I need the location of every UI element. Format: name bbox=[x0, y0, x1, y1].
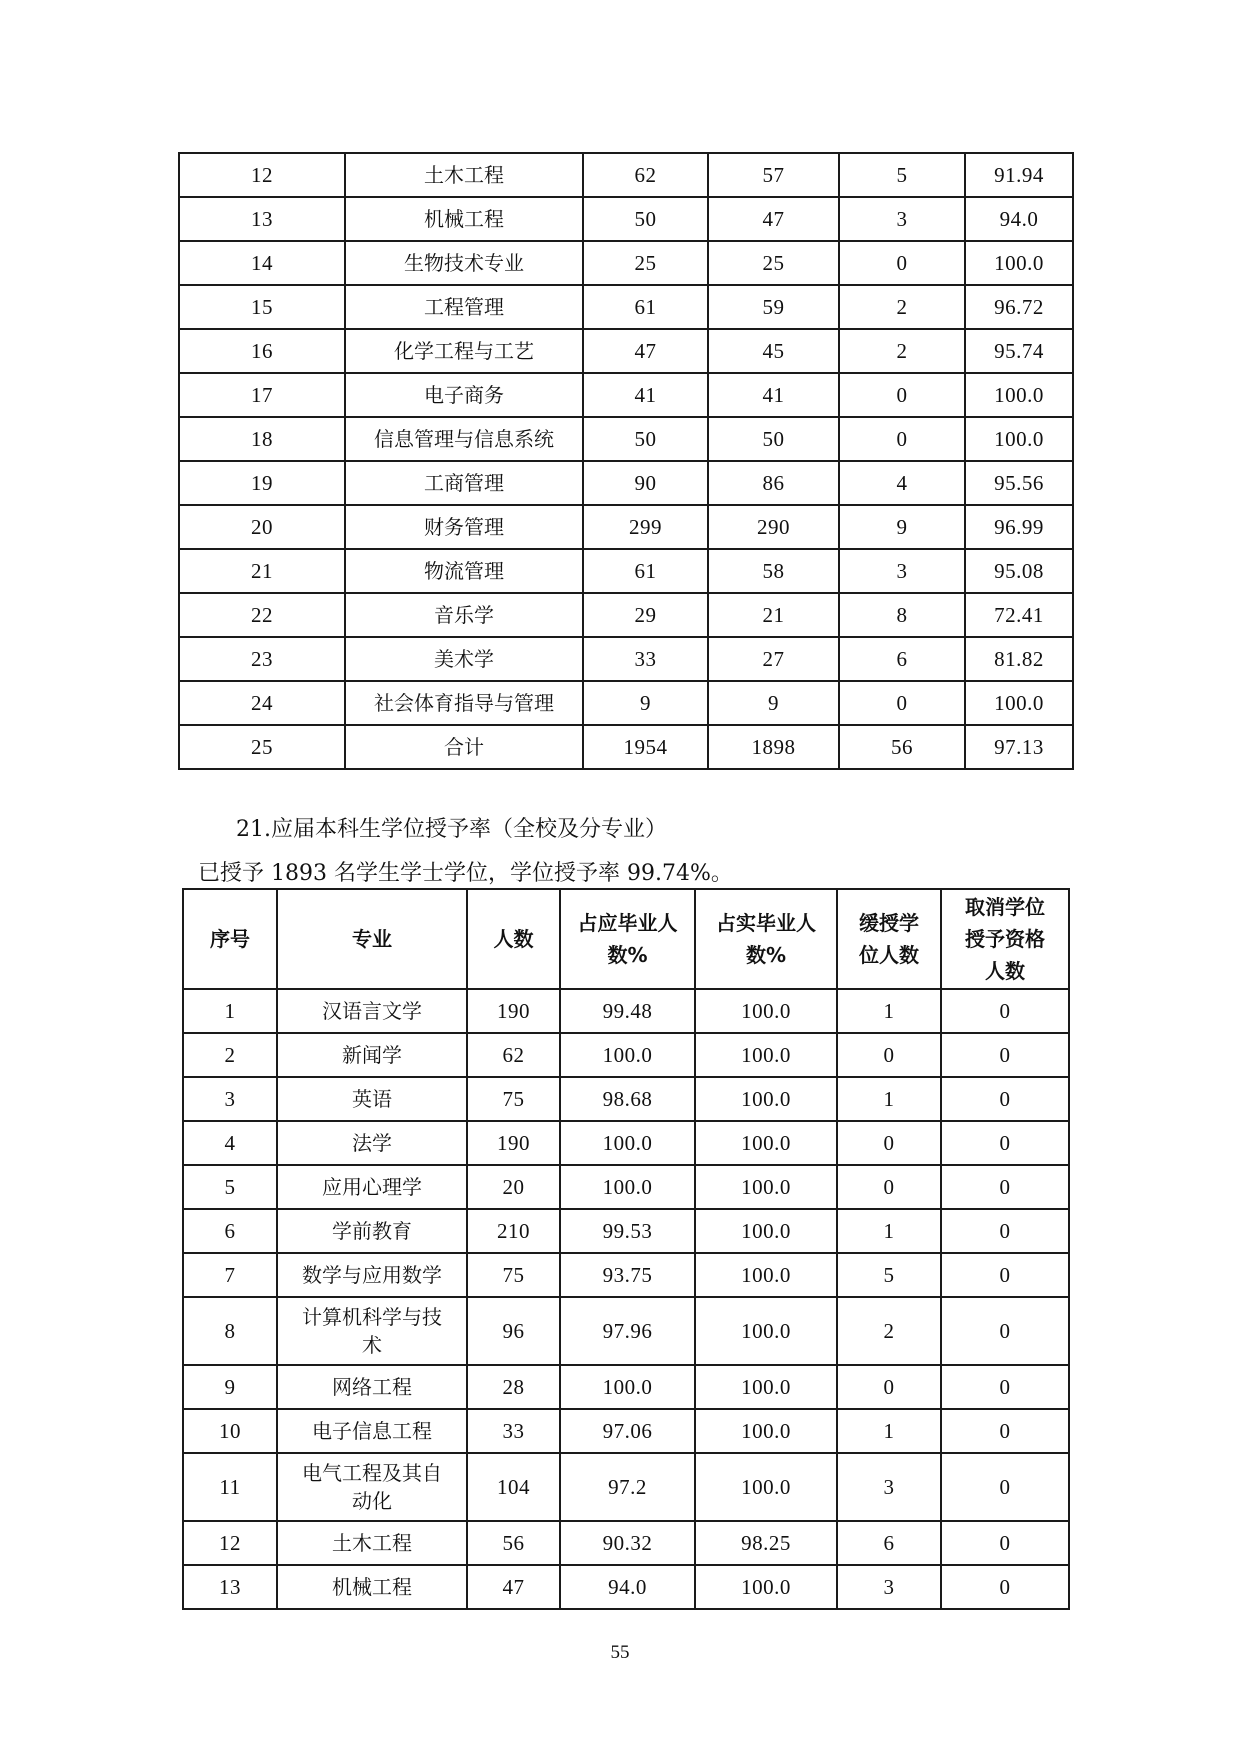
table-row bbox=[179, 417, 1073, 461]
cell-value-c: 8 bbox=[839, 593, 965, 637]
cell-value-c: 0 bbox=[839, 373, 965, 417]
cell-index: 11 bbox=[183, 1453, 277, 1521]
cell-revoked: 0 bbox=[941, 1209, 1069, 1253]
cell-major-line: 电气工程及其自 bbox=[302, 1461, 442, 1485]
table-header-row bbox=[183, 889, 1069, 989]
cell-major bbox=[277, 1297, 467, 1365]
cell-major: 网络工程 bbox=[277, 1365, 467, 1409]
cell-rate: 72.41 bbox=[965, 593, 1073, 637]
cell-pct-actual: 100.0 bbox=[695, 1209, 837, 1253]
cell-index: 15 bbox=[179, 285, 345, 329]
cell-deferred: 0 bbox=[837, 1121, 941, 1165]
cell-pct-expected: 97.06 bbox=[560, 1409, 695, 1453]
cell-major: 电子商务 bbox=[345, 373, 583, 417]
header-line: 位人数 bbox=[859, 943, 919, 967]
table-row bbox=[183, 1565, 1069, 1609]
cell-major-line: 术 bbox=[362, 1333, 382, 1357]
cell-value-a: 47 bbox=[583, 329, 708, 373]
cell-count: 210 bbox=[467, 1209, 560, 1253]
cell-value-c: 6 bbox=[839, 637, 965, 681]
header-line: 缓授学 bbox=[859, 911, 919, 935]
cell-pct-expected: 97.96 bbox=[560, 1297, 695, 1365]
cell-value-b: 1898 bbox=[708, 725, 839, 769]
cell-revoked: 0 bbox=[941, 1521, 1069, 1565]
cell-major: 法学 bbox=[277, 1121, 467, 1165]
cell-rate: 94.0 bbox=[965, 197, 1073, 241]
cell-value-a: 90 bbox=[583, 461, 708, 505]
cell-value-b: 58 bbox=[708, 549, 839, 593]
cell-major-line: 计算机科学与技 bbox=[302, 1305, 442, 1329]
cell-count: 75 bbox=[467, 1077, 560, 1121]
cell-count: 190 bbox=[467, 1121, 560, 1165]
cell-value-b: 86 bbox=[708, 461, 839, 505]
cell-deferred: 1 bbox=[837, 1209, 941, 1253]
cell-value-c: 4 bbox=[839, 461, 965, 505]
table-row bbox=[179, 505, 1073, 549]
cell-count: 104 bbox=[467, 1453, 560, 1521]
cell-index: 2 bbox=[183, 1033, 277, 1077]
cell-major: 物流管理 bbox=[345, 549, 583, 593]
table-row bbox=[179, 241, 1073, 285]
section-summary: 已授予 1893 名学生学士学位，学位授予率 99.74%。 bbox=[198, 861, 733, 886]
cell-pct-actual: 100.0 bbox=[695, 1165, 837, 1209]
table-row bbox=[183, 1453, 1069, 1521]
cell-major: 学前教育 bbox=[277, 1209, 467, 1253]
cell-index: 25 bbox=[179, 725, 345, 769]
cell-deferred: 5 bbox=[837, 1253, 941, 1297]
cell-value-c: 5 bbox=[839, 153, 965, 197]
cell-value-a: 25 bbox=[583, 241, 708, 285]
cell-count: 47 bbox=[467, 1565, 560, 1609]
cell-major: 工程管理 bbox=[345, 285, 583, 329]
table-row bbox=[183, 1077, 1069, 1121]
cell-index: 10 bbox=[183, 1409, 277, 1453]
cell-value-a: 61 bbox=[583, 285, 708, 329]
cell-revoked: 0 bbox=[941, 1453, 1069, 1521]
cell-revoked: 0 bbox=[941, 1565, 1069, 1609]
cell-revoked: 0 bbox=[941, 1033, 1069, 1077]
cell-revoked: 0 bbox=[941, 1297, 1069, 1365]
header-pct-actual bbox=[695, 889, 837, 989]
cell-revoked: 0 bbox=[941, 1409, 1069, 1453]
cell-value-a: 9 bbox=[583, 681, 708, 725]
cell-value-c: 0 bbox=[839, 241, 965, 285]
header-line: 人数 bbox=[985, 959, 1025, 983]
cell-rate: 95.08 bbox=[965, 549, 1073, 593]
cell-rate: 96.72 bbox=[965, 285, 1073, 329]
header-revoked bbox=[941, 889, 1069, 989]
cell-pct-expected: 99.53 bbox=[560, 1209, 695, 1253]
cell-pct-actual: 100.0 bbox=[695, 1365, 837, 1409]
cell-index: 20 bbox=[179, 505, 345, 549]
cell-revoked: 0 bbox=[941, 1253, 1069, 1297]
cell-pct-expected: 100.0 bbox=[560, 1033, 695, 1077]
cell-index: 13 bbox=[183, 1565, 277, 1609]
cell-count: 56 bbox=[467, 1521, 560, 1565]
table-row bbox=[179, 329, 1073, 373]
table-row bbox=[183, 1121, 1069, 1165]
cell-index: 7 bbox=[183, 1253, 277, 1297]
degree-award-rate-table bbox=[182, 888, 1070, 1610]
cell-index: 16 bbox=[179, 329, 345, 373]
table-row bbox=[179, 681, 1073, 725]
cell-major: 化学工程与工艺 bbox=[345, 329, 583, 373]
cell-major: 机械工程 bbox=[277, 1565, 467, 1609]
cell-count: 33 bbox=[467, 1409, 560, 1453]
cell-value-a: 62 bbox=[583, 153, 708, 197]
header-line: 占应毕业人 bbox=[577, 911, 678, 935]
cell-count: 28 bbox=[467, 1365, 560, 1409]
cell-index: 12 bbox=[179, 153, 345, 197]
cell-pct-actual: 100.0 bbox=[695, 1077, 837, 1121]
cell-value-b: 47 bbox=[708, 197, 839, 241]
cell-value-a: 299 bbox=[583, 505, 708, 549]
cell-pct-expected: 100.0 bbox=[560, 1121, 695, 1165]
cell-value-c: 0 bbox=[839, 417, 965, 461]
cell-revoked: 0 bbox=[941, 1165, 1069, 1209]
table-row bbox=[179, 637, 1073, 681]
table-row bbox=[183, 1165, 1069, 1209]
table-row bbox=[183, 1253, 1069, 1297]
cell-count: 75 bbox=[467, 1253, 560, 1297]
cell-value-c: 2 bbox=[839, 329, 965, 373]
table-row bbox=[183, 989, 1069, 1033]
cell-pct-actual: 100.0 bbox=[695, 989, 837, 1033]
cell-value-a: 50 bbox=[583, 197, 708, 241]
cell-value-b: 41 bbox=[708, 373, 839, 417]
table-row bbox=[179, 593, 1073, 637]
cell-pct-actual: 100.0 bbox=[695, 1297, 837, 1365]
cell-index: 14 bbox=[179, 241, 345, 285]
cell-pct-actual: 98.25 bbox=[695, 1521, 837, 1565]
cell-value-c: 2 bbox=[839, 285, 965, 329]
cell-index: 9 bbox=[183, 1365, 277, 1409]
cell-value-b: 290 bbox=[708, 505, 839, 549]
table-row bbox=[179, 461, 1073, 505]
cell-revoked: 0 bbox=[941, 1121, 1069, 1165]
cell-pct-expected: 93.75 bbox=[560, 1253, 695, 1297]
cell-pct-expected: 90.32 bbox=[560, 1521, 695, 1565]
cell-value-b: 9 bbox=[708, 681, 839, 725]
cell-major: 信息管理与信息系统 bbox=[345, 417, 583, 461]
cell-revoked: 0 bbox=[941, 989, 1069, 1033]
cell-index: 6 bbox=[183, 1209, 277, 1253]
page-number: 55 bbox=[610, 1642, 630, 1663]
table-row bbox=[179, 285, 1073, 329]
cell-major: 土木工程 bbox=[277, 1521, 467, 1565]
table-row bbox=[183, 1033, 1069, 1077]
header-index: 序号 bbox=[183, 889, 277, 989]
cell-index: 22 bbox=[179, 593, 345, 637]
cell-value-b: 59 bbox=[708, 285, 839, 329]
cell-rate: 81.82 bbox=[965, 637, 1073, 681]
cell-index: 23 bbox=[179, 637, 345, 681]
cell-deferred: 0 bbox=[837, 1165, 941, 1209]
cell-index: 21 bbox=[179, 549, 345, 593]
cell-pct-expected: 97.2 bbox=[560, 1453, 695, 1521]
cell-rate: 97.13 bbox=[965, 725, 1073, 769]
cell-major-line: 动化 bbox=[352, 1489, 392, 1513]
cell-major: 美术学 bbox=[345, 637, 583, 681]
cell-deferred: 1 bbox=[837, 1077, 941, 1121]
cell-value-a: 33 bbox=[583, 637, 708, 681]
cell-value-a: 41 bbox=[583, 373, 708, 417]
cell-index: 1 bbox=[183, 989, 277, 1033]
cell-rate: 100.0 bbox=[965, 373, 1073, 417]
table-row bbox=[179, 725, 1073, 769]
table-row bbox=[179, 153, 1073, 197]
cell-pct-expected: 99.48 bbox=[560, 989, 695, 1033]
header-major: 专业 bbox=[277, 889, 467, 989]
section-heading: 21.应届本科生学位授予率（全校及分专业） bbox=[236, 817, 667, 842]
cell-index: 4 bbox=[183, 1121, 277, 1165]
cell-count: 20 bbox=[467, 1165, 560, 1209]
header-line: 占实毕业人 bbox=[716, 911, 816, 935]
cell-major: 财务管理 bbox=[345, 505, 583, 549]
table-row bbox=[183, 1409, 1069, 1453]
cell-rate: 96.99 bbox=[965, 505, 1073, 549]
degree-stats-table-continued bbox=[178, 152, 1074, 770]
cell-rate: 100.0 bbox=[965, 681, 1073, 725]
cell-pct-expected: 100.0 bbox=[560, 1165, 695, 1209]
cell-rate: 91.94 bbox=[965, 153, 1073, 197]
cell-value-b: 27 bbox=[708, 637, 839, 681]
cell-value-a: 1954 bbox=[583, 725, 708, 769]
cell-value-b: 25 bbox=[708, 241, 839, 285]
cell-major: 工商管理 bbox=[345, 461, 583, 505]
cell-index: 3 bbox=[183, 1077, 277, 1121]
header-count: 人数 bbox=[467, 889, 560, 989]
cell-major: 数学与应用数学 bbox=[277, 1253, 467, 1297]
cell-pct-actual: 100.0 bbox=[695, 1253, 837, 1297]
cell-pct-actual: 100.0 bbox=[695, 1121, 837, 1165]
cell-pct-expected: 100.0 bbox=[560, 1365, 695, 1409]
cell-value-c: 3 bbox=[839, 549, 965, 593]
cell-rate: 100.0 bbox=[965, 241, 1073, 285]
cell-index: 19 bbox=[179, 461, 345, 505]
header-line: 数% bbox=[745, 943, 787, 967]
cell-value-b: 50 bbox=[708, 417, 839, 461]
cell-index: 24 bbox=[179, 681, 345, 725]
cell-value-a: 29 bbox=[583, 593, 708, 637]
cell-count: 190 bbox=[467, 989, 560, 1033]
cell-rate: 95.74 bbox=[965, 329, 1073, 373]
table-row bbox=[179, 373, 1073, 417]
cell-count: 96 bbox=[467, 1297, 560, 1365]
cell-value-c: 3 bbox=[839, 197, 965, 241]
cell-value-b: 45 bbox=[708, 329, 839, 373]
cell-major: 英语 bbox=[277, 1077, 467, 1121]
cell-count: 62 bbox=[467, 1033, 560, 1077]
cell-major: 合计 bbox=[345, 725, 583, 769]
cell-deferred: 6 bbox=[837, 1521, 941, 1565]
cell-major: 应用心理学 bbox=[277, 1165, 467, 1209]
table-row bbox=[179, 197, 1073, 241]
cell-index: 8 bbox=[183, 1297, 277, 1365]
cell-major: 机械工程 bbox=[345, 197, 583, 241]
cell-major bbox=[277, 1453, 467, 1521]
cell-deferred: 1 bbox=[837, 1409, 941, 1453]
cell-value-a: 61 bbox=[583, 549, 708, 593]
cell-index: 12 bbox=[183, 1521, 277, 1565]
header-pct-expected bbox=[560, 889, 695, 989]
table-row bbox=[183, 1209, 1069, 1253]
cell-value-c: 9 bbox=[839, 505, 965, 549]
cell-value-c: 0 bbox=[839, 681, 965, 725]
table-row bbox=[183, 1521, 1069, 1565]
cell-major: 汉语言文学 bbox=[277, 989, 467, 1033]
cell-value-c: 56 bbox=[839, 725, 965, 769]
cell-major: 新闻学 bbox=[277, 1033, 467, 1077]
cell-index: 18 bbox=[179, 417, 345, 461]
cell-major: 生物技术专业 bbox=[345, 241, 583, 285]
cell-deferred: 1 bbox=[837, 989, 941, 1033]
cell-major: 社会体育指导与管理 bbox=[345, 681, 583, 725]
cell-deferred: 3 bbox=[837, 1453, 941, 1521]
cell-deferred: 2 bbox=[837, 1297, 941, 1365]
cell-index: 5 bbox=[183, 1165, 277, 1209]
cell-deferred: 0 bbox=[837, 1365, 941, 1409]
cell-pct-actual: 100.0 bbox=[695, 1033, 837, 1077]
header-line: 取消学位 bbox=[965, 895, 1045, 919]
header-line: 授予资格 bbox=[965, 927, 1045, 951]
cell-revoked: 0 bbox=[941, 1365, 1069, 1409]
table-row bbox=[183, 1297, 1069, 1365]
cell-major: 音乐学 bbox=[345, 593, 583, 637]
cell-deferred: 0 bbox=[837, 1033, 941, 1077]
cell-deferred: 3 bbox=[837, 1565, 941, 1609]
header-deferred bbox=[837, 889, 941, 989]
cell-rate: 100.0 bbox=[965, 417, 1073, 461]
cell-pct-actual: 100.0 bbox=[695, 1409, 837, 1453]
cell-major: 电子信息工程 bbox=[277, 1409, 467, 1453]
cell-value-b: 57 bbox=[708, 153, 839, 197]
cell-pct-expected: 98.68 bbox=[560, 1077, 695, 1121]
cell-pct-actual: 100.0 bbox=[695, 1565, 837, 1609]
header-line: 数% bbox=[607, 943, 648, 967]
cell-index: 17 bbox=[179, 373, 345, 417]
cell-pct-expected: 94.0 bbox=[560, 1565, 695, 1609]
cell-value-b: 21 bbox=[708, 593, 839, 637]
cell-rate: 95.56 bbox=[965, 461, 1073, 505]
cell-revoked: 0 bbox=[941, 1077, 1069, 1121]
cell-pct-actual: 100.0 bbox=[695, 1453, 837, 1521]
table-row bbox=[179, 549, 1073, 593]
cell-major: 土木工程 bbox=[345, 153, 583, 197]
cell-index: 13 bbox=[179, 197, 345, 241]
table-row bbox=[183, 1365, 1069, 1409]
cell-value-a: 50 bbox=[583, 417, 708, 461]
